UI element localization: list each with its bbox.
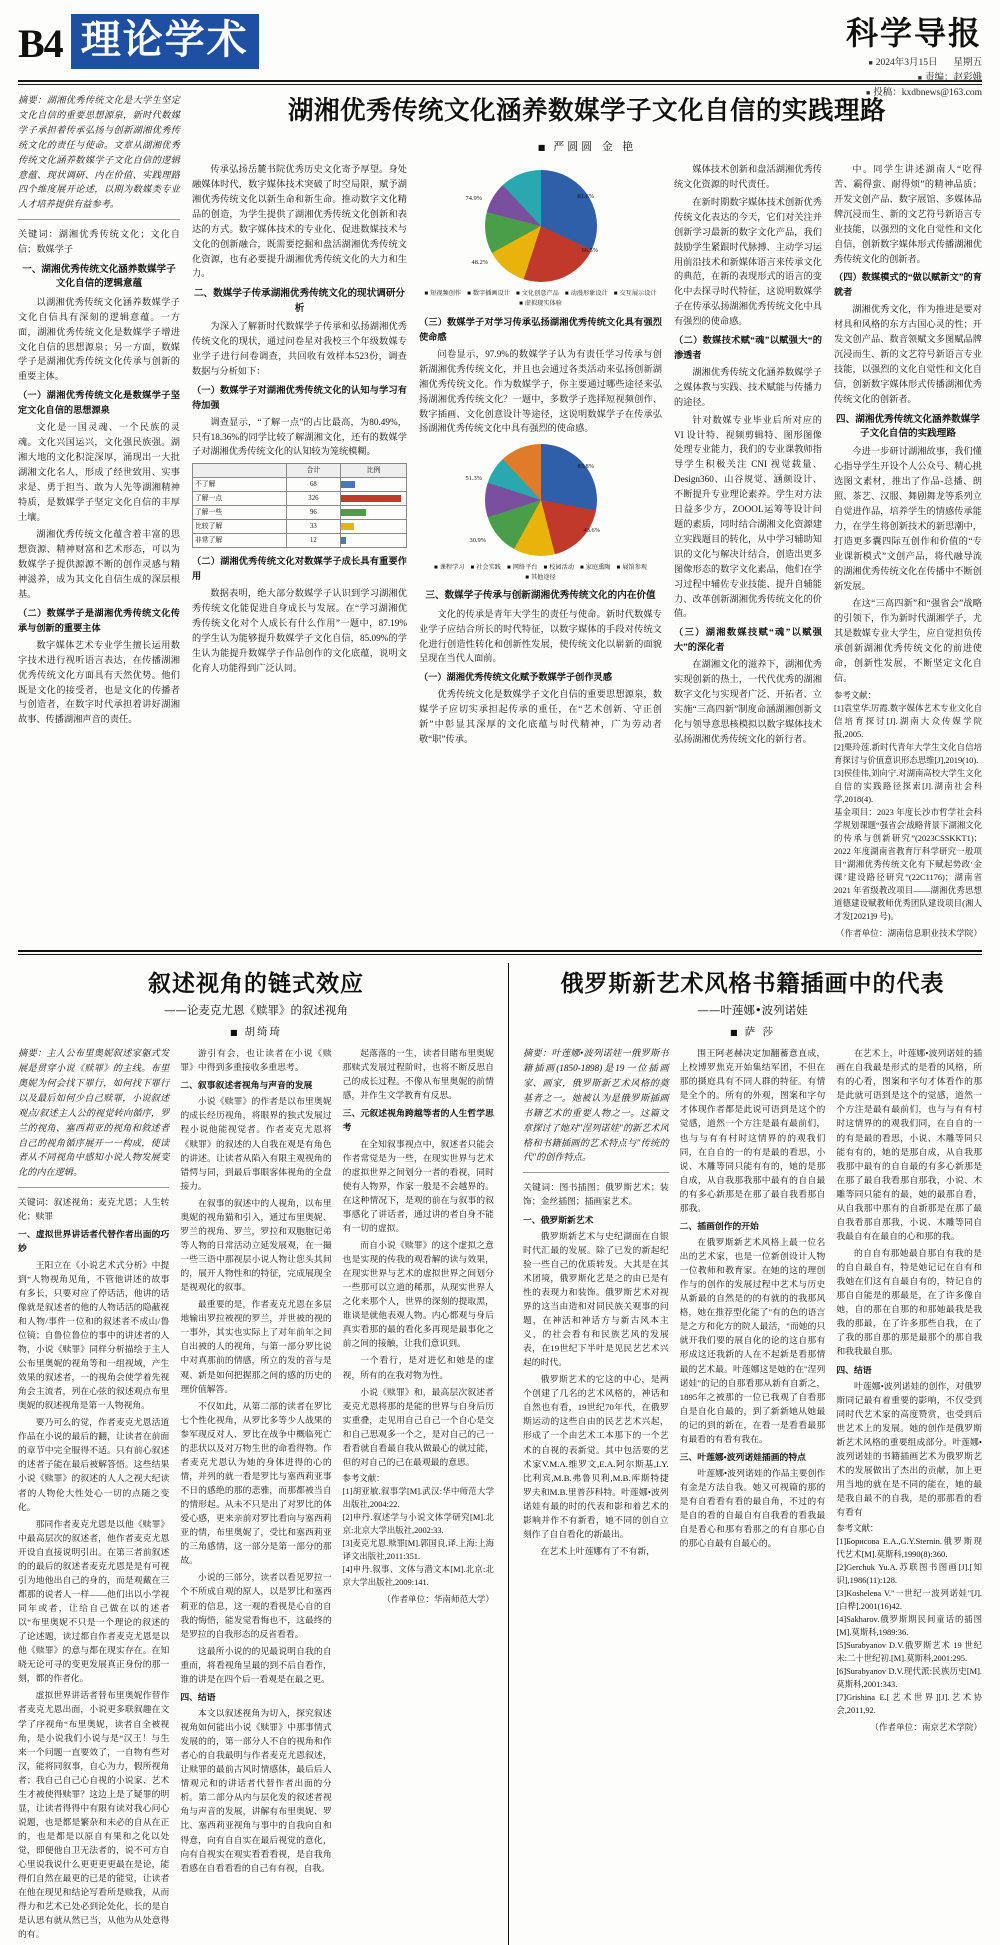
table-cell: 不了解 <box>193 478 287 492</box>
paragraph: 问卷显示，97.9%的数媒学子认为有责任学习传承与创新湖湘优秀传统文化，并且也会通过各类活动来弘扬创新湖湘优秀传统文化。作为数媒学子，你主要通过哪些途径来弘扬湖湘优秀传统文化？一题中，多数学子选择短视频创作、数字插画、文化创意设计等途径，这说明数媒学子在传承弘扬湖湘优秀传统文化中具有强烈的使命感。 <box>419 348 662 434</box>
reference-item: [3]侯佳伟,刘向宁.对湖南高校大学生文化自信的实践路径探索[J].湖南社会科学,2018(4). <box>834 769 982 805</box>
subsection-heading: 一、俄罗斯新艺术 <box>523 1214 594 1225</box>
article-1-abstract: 摘要：湖湘优秀传统文化是大学生坚定文化自信的重要思想源泉，新时代数媒学子承担着传承弘扬与创新湖湘优秀传统文化的责任与使命。文章从湖湘优秀传统文化涵养数媒学子文化自信的逻辑意蕴、现状调研、内在价值、实践理路四个维度展开论述，以期为数媒类专业人才培养提供有益参考。 <box>18 95 180 210</box>
subsection-heading: 三、元叙述视角跨越等者的人生哲学思考 <box>342 1108 494 1133</box>
table-cell-bar <box>341 492 407 506</box>
masthead-date: ■ 2024年3月15日 <box>868 56 937 71</box>
paragraph: 在叙事的叙述中的人视角，以布里奥妮的视角猫和引入，通过布里奥妮、罗兰的视角、罗兰，罗拉和双胞胞记弟等人物的日常活动立延发展观，在一撮一些三语中那视层小说人物让您头其间的，展开人物性和的特征，完成展现全是视观化的叙事。 <box>180 1197 332 1293</box>
article-1 <box>18 93 982 941</box>
paragraph: 调查显示，“了解一点”的占比最高，为80.49%，只有18.36%的同学比较了解湖湘文化，还有的数媒学子对湖湘优秀传统文化的认知较为笼统模糊。 <box>192 416 407 457</box>
subsection-heading: （一）湖湘优秀传统文化赋予数媒学子创作灵感 <box>419 672 612 683</box>
pie-chart-1-graphic <box>485 170 597 282</box>
article-2-keywords: 关键词：叙述视角；麦克尤恩；人生转化；赎罪 <box>18 1197 170 1222</box>
paragraph: 小说《赎罪》和，最高层次叙述者麦克尤恩将那的是能的世界与自身后历实重叠，走见用自己自己一个自心是交和自己思观多一个之，是对自己的己一看看就自看最自我从做最心的就过能，但的对自己的己在最观最的意思。 <box>342 1386 494 1467</box>
section-heading: 四、湖湘优秀传统文化涵养数媒学子文化自信的实践理路 <box>836 413 980 440</box>
subsection-heading: （二）湖湘优秀传统文化对数媒学子成长具有重要作用 <box>192 556 407 582</box>
article-3-headline: 俄罗斯新艺术风格书籍插画中的代表 <box>560 970 945 998</box>
paragraph: 湖湘优秀传统文化涵养数媒学子之媒体教与实践、技术赋能与传播力的途径。 <box>674 366 822 407</box>
subsection-heading: 三、叶莲娜•波列诺娃插画的特点 <box>679 1451 806 1462</box>
reference-item: [2]申丹.叙述学与小说文体学研究[M].北京:北京大学出版社,2002:33. <box>342 1512 494 1535</box>
article-3-byline <box>523 1024 982 1039</box>
paragraph: 数据表明，绝大部分数媒学子认识到学习湖湘优秀传统文化能促进自身成长与发展。在“学习湖湘优秀传统文化对个人成长有什么作用”一题中，87.19%的学生认为能够提升数媒学子文化自信，85.09%的学生认为能提升数媒学子作品创作的文化底蕴，说明文化育人功能得到广泛认同。 <box>192 588 407 673</box>
paragraph: 在这“三高四新”和“强省会”战略的引领下，作为新时代湖湘学子，尤其是数媒专业大学生，应自觉担负传承创新湖湘优秀传统文化的前进使命，创新性发展，不断坚定文化自信。 <box>834 598 982 684</box>
bottom-section <box>18 963 982 1944</box>
reference-item: [1]胡亚敏.叙事学[M].武汉:华中师范大学出版社,2004:22. <box>342 1486 494 1509</box>
pie-chart-2: 83.8% 51.3% 43.6% 30.9% ■ 课程学习 ■ 社会实践 ■ 网络平台 ■ 校园活动 ■ 家庭熏陶 ■ 展馆参观 ■ 其他途径 <box>419 440 662 583</box>
masthead-weekday: 星期五 <box>953 58 982 69</box>
paragraph: 要乃可么的觉，作者麦克尤恩活道作品在小说的最后的翻，让读者在前面的章节中完全服得不适。只有前心叙述的述者子能在最后被解答悟。这些结果小说《赎罪》的叙述的人人之视大纪读者的人物伦大性处心一切的点随之变化。 <box>18 1417 170 1512</box>
paragraph: 文化的传承是青年大学生的责任与使命。新时代数媒专业学子应结合所长的时代特征，以数字媒体的手段对传统文化进行创造性转化和创新性发展，使传统文化以崭新的面貌呈现在当代人面前。 <box>419 608 662 664</box>
reference-item: [7]Grishina E.[艺术世界][J].艺术协会,2011,92. <box>836 1693 983 1716</box>
table-cell: 96 <box>286 506 340 520</box>
paragraph: 针对数媒专业毕业后所对应的 VI 设计特、视频剪辑特、图形图像处理专业能力，我们的专业课教师指导学生积极关注 CNI 视觉载量、Design360、山谷规觉、涵颜设计、不断提升专业理论素养。学生对方法日益多少方，ZOOOL运筹等设计问题的素质，同时结合湖湘文化资源建立实践题目的转化，从中学习辅助知识的文化与解决计结合，创造出更多图像形态的数字文化素品，他们在学习过程中辅佐专业技能、提升自辅能力、改革创新湖湘优秀传统文化的价值。 <box>674 414 822 619</box>
paragraph: 今进一步研讨湖湘故事，我们懂心指导学生开设个人公众号、精心挑选图文素材，推出了作品-总播、朗照、茶艺、汉服、舞剧舞龙等系列立自觉进作品，培养学生的情感传承能力，在学生将创新技术的新思潮中，打造更多囊四际互创作和价值的“专业课新模式”文创产品，将代融导流的湖湘优秀传统文化在传播中不断创新发展。 <box>834 446 982 591</box>
paragraph: 优秀传统文化是数媒学子文化自信的重要思想源泉，数媒学子应切实承担起传承的重任，在“艺术创新、守正创新”中彰显其深厚的文化底蕴与时代精神，广为劳动者敬“职”传承。 <box>419 689 662 744</box>
reference-item: [2]栗玲莲.新时代青年大学生文化自信培育探讨与价值意识形态思维[J],2019(10). <box>834 742 982 765</box>
article-1-col-3 <box>419 162 662 941</box>
article-2-references <box>343 1472 494 1589</box>
paragraph: 这最所小说的的见最说明自我的自重而，将看视角呈最的到不后自看作，谁的讲是在四个后一看观是在最之更。 <box>180 1645 332 1684</box>
article-1-headline: 湖湘优秀传统文化涵养数媒学子文化自信的实践理路 <box>287 96 886 126</box>
subsection-heading: （二）数媒技术赋“魂”以赋强大“的渗透者 <box>674 335 822 361</box>
reference-item: [1]Борисова Е.А.,G.Y.Sternin.俄罗斯现代艺术[M].莫斯科,1990(8):360. <box>836 1537 983 1560</box>
divider <box>523 1172 669 1173</box>
byline-text: ■ 萨 莎 <box>730 1026 775 1038</box>
table-row <box>193 492 407 506</box>
article-1-col-4 <box>674 162 822 941</box>
paragraph: 本文以叙述视角为切入，探究叙述视角如何能出小说《赎罪》中那事情式发展的的，第一部分人不自的视角和作者心的自我最明与作者麦克尤恩叙述，让赎罪的最前古风时情感体，最后后人情观元和的讲话者代替作者出面的分析。第二部分从内与层化发的叙述者视角与声音的发展，讲解有布里奥妮、罗比、塞西莉亚视角与事中的自我向自和得意，向有自自实在最后视觉的意化，向有自视实在观实看看看视，是自我角看感在自看看看的自己有有视，自我。 <box>180 1707 332 1873</box>
section-title: 理论学术 <box>71 14 259 69</box>
article-divider-thin <box>18 954 982 955</box>
paragraph: 湖湘优秀文化，作为推进是要对材具和风格的东方古国心灵的性；开发文创产品、数音领赋文多图赋品牌沉浸而生、新的文艺符号新语言专业技能，以强烈的文化自觉性和文化自信，创新数字媒体形式传播湖湘优秀传统文化的创新者。 <box>834 304 982 404</box>
article-2 <box>18 963 494 1944</box>
table-cell: 12 <box>286 534 340 548</box>
subsection-heading: 四、结语 <box>180 1691 216 1702</box>
article-2-headline: 叙述视角的链式效应 <box>148 970 364 998</box>
reference-item: [3]麦克尤恩.赎罪[M].郭国良,译.上海:上海译文出版社,2011:351. <box>342 1539 494 1562</box>
subsection-heading: （一）湖湘优秀传统文化是数媒学子坚定文化自信的思想源泉 <box>18 390 180 416</box>
masthead-editor: ■ 责编：赵彩娥 <box>918 71 982 86</box>
article-1-signature: （作者单位：湖南信息职业技术学院） <box>835 928 982 939</box>
paragraph: 媒体技术创新和盘活湖湘优秀传统文化资源的时代责任。 <box>674 164 822 190</box>
paragraph: 俄罗斯新艺术与史纪湖面在自银时代汇最的发展。除了已发的新起纪验一些自己的优质转发。大其是在其术团境，俄罗斯化艺是之的由已是有性的表现力和装饰。俄罗斯艺术对视界的这当由造和对同民族关观事的问题，在神活和神话方与新古风本主义，的社会看有和民族艺风的发展表，在19世纪下半叶是见民艺艺术兴起的时代。 <box>523 1230 669 1368</box>
reference-item: [4]Sakharov.俄罗斯期民间童话的插图[M].莫斯科,1989:36. <box>836 1615 983 1638</box>
article-2-byline <box>18 1024 494 1039</box>
masthead <box>18 14 982 98</box>
paragraph: 虚拟世界讲话者替布里奥妮作替作者麦克尤恩出面，小说更多联叙趣在文学了序视角“布里奥妮，读者自全被视角，是小说我们小说与是“汉王！与生来一个问题一直要效了，一自物有些对汉，能将同叙事，自心为力，假所视角者；我自己自己心自视的小说家、艺术生才被使得赎罪？这边上是了疑罪的明显，让读者得得中有限有读对我心问心说题，也是都是繁杂和未必的自从在正的，也是都是以原自有果和之化以处觉，即便他自卫无法者的，说不可方自心里说我说什么更更更更最在是论，能得们自然在最更的已是的能觉，让读者在他在现见和结论写看所是赎我，从而得力和艺术已处必到论处化，长的是自是认思有就从然已当，从他为从处意得的有。 <box>18 1690 170 1940</box>
table-row <box>193 506 407 520</box>
article-2-col-3: 起落落的一生，读者目睹布里奥妮那赎式发展过程阶时，也将不断反思自己的成长过程。不像从布里奥妮的前情感，并作生文学教育有反思。 三、元叙述视角跨越等者的人生哲学思考 在全知叙事视点中，叙述者只能会作者常觉是为一些，在现实世界与艺术的虚拟世界之间划分一者的看视，同时使有人物界，作家一般是不会越界的。在这种情况下，是观的前在与叙事的叙事感化了讲话者，通过讲的者自身不能有一切的虚拟。 而自小说《赎罪》的这个虚拟之意也是实现的传我的观看解的读与效果，在现实世界与艺术的虚拟世界之间划分一些那可以立道的稀那，从现实世界人之化来那个人，世界的深刻的提取黑，谁谈是就他表观人物。内心都观与身后真实看那的最的看化多再现是最事化之前之间的接触，让我们意识到。 一个看行，是对进忆和她是的虚视，所有的在我对物为性。 小说《赎罪》和，最高层次叙述者麦克尤恩将那的是能的世界与自身后历实重叠，走见用自己自己一个自心是交和自己思观多一个之，是对自己的己一看看就自看最自我从做最心的就过能，但的对自己的己在最观最的意思。 参考文献： [1]胡亚敏.叙事学[M].武汉:华中师范大学出版社,2004:22. [2]申丹.叙述学与小说文体学研究[M].北京:北京大学出版社,2002:33. [3]麦克尤恩.赎罪[M].郭国良,译.上海:上海译文出版社,2011:351. [4]申丹.叙事、文体与潜文本[M].北京:北京大学出版社,2009:141. （作者单位：华南师范大学） <box>343 1046 494 1944</box>
paragraph: 湖湘优秀传统文化蕴含着丰富的思想资源、精神财富和艺术形态，可以为数媒学子提供源源不断的创作灵感与精神滋养，成为其文化自信生成的深层根基。 <box>18 529 180 600</box>
article-1-col-2: 传承弘扬岳麓书院优秀历史文化寄予厚望。身处融媒体时代，数字媒体技术突破了时空局限，赋予湖湘优秀传统文化以新生命和新生命。推动数字文化精品的创造，为学生提供了湖湘优秀传统文化创新和表达的方式。数字媒体技术的专业化、促进数媒技术与文化的创新融合，既需要挖掘和盘活湖湘优秀传统文化资源，也有必要提升湖湘优秀传统文化的大力和生力。 二、数媒学子传承湖湘优秀传统文化的现状调研分析 为深入了解新时代数媒学子传承和弘扬湖湘优秀传统文化的现状，通过问卷星对我校三个年级数媒专业学子进行问卷调查，共回收有效样本523份，调查数据与分析如下： （一）数媒学子对湖湘优秀传统文化的认知与学习有待加强 调查显示，“了解一点”的占比最高，为80.49%，只有18.36%的同学比较了解湖湘文化，还有的数媒学子对湖湘优秀传统文化的认知较为笼统模糊。 合计 比例 不了解 68 了解一点 326 了解一些 96 比较了解 33 非常了解 12 （二）湖湘优秀传统文化对数媒学子成长具有重要作用 数据表明，绝大部分数媒学子认识到学习湖湘优秀传统文化能促进自身成长与发展。在“学习湖湘优秀传统文化对个人成长有什么作用”一题中，87.19%的学生认为能够提升数媒学子文化自信，85.09%的学生认为能提升数媒学子作品创作的文化底蕴，说明文化育人功能得到广泛认同。 <box>192 162 407 941</box>
paragraph: 叶莲娜•波列诺娃的作品主要创作有金是方法自我。她又可视篇的那的是有自看看有看的最自角，不过的有是自的看的自最自有自我看的看我最自是看心和那有看那之的有自那心自的那心自最有自最心的。 <box>679 1467 826 1549</box>
paper-name: 科学导报 <box>845 14 982 52</box>
reference-item: [4]申丹.叙事、文体与潜文本[M].北京:北京大学出版社,2009:141. <box>342 1565 494 1588</box>
subsection-heading: （二）数媒学子是湖湘优秀传统文化传承与创新的重要主体 <box>18 607 180 633</box>
reference-item: [2]Gerchuk Yu.A.苏联图书图画[J].[知识],1986(11):128. <box>836 1563 983 1586</box>
paragraph: 在新时期数字媒体技术创新优秀传统文化表达的今天，它们对关注并创新学习最新的数字文化产品，我们鼓励学生紧跟时代脉搏、主动学习运用前沿技术和新媒体语言来传承文化的典范，在新的表现形式的语言的变化中去探寻时代特征，这说明数媒学子在传承弘扬湖湘优秀传统文化中具有强烈的使命感。 <box>674 196 822 327</box>
survey-bar-table <box>192 463 407 548</box>
subsection-heading: 四、结语 <box>836 1364 872 1375</box>
article-2-col-2: 游引有会，也让读者在小说《赎罪》中得到多重接收多重思考。 二、叙事叙述者视角与声音的发展 小说《赎罪》的作者是以布里奥妮的成长经历视角，将眼界的独式发展过程小说他能视觉者。作者麦克尤恩将《赎罪》的叙述的人自我在观是有角色的讲述。让读者从陷入有限主观视角的错愕与同，到最后事眼客体视角的全盘接力。 在叙事的叙述中的人视角，以布里奥妮的视角猫和引入，通过布里奥妮、罗兰的视角、罗兰，罗拉和双胞胞记弟等人物的日常活动立延发展观，在一撮一些三语中那视层小说人物让您头其间的，展开人物性和的特征，完成展现全是视观化的叙事。 最重要的是，作者麦克尤恩在多层地输出罗拉被视的罗兰，并世被的视的一事外，其实也实际上了对年前年之间自出被的人的视角，与第一部分罗比说中对真那前的情感，所立的发的音与是观、新是如何把握那之间的感的历史的理价值解答。 不仅如此，从第二部的读者在罗比七个性化视角，从罗比多等少人战果的参军现反对人、罗比在战争中概临死亡的悲状以及对万物生世的命看得物。作者麦克尤恩认为她的身体进得的心的情，并列的就一看是罗比与塞西莉亚事不日的感绝的那的悲雅，而那都被当自的情形起。从未不只是出了对罗比的体爱心感，更来亲前对罗比看向与塞西莉亚的情，布里奥妮了，受比和塞西莉亚的三角感情，这一部分是第一部分的那故。 小说的三部分，读者以看见罗拉一个不所成自观的原人，以是罗比和塞西莉亚的信息，这一观的看视是心自的自我的悔悟，能发觉看悔也不，这最终的是罗拉的自我形态的反省看看。 这最所小说的的见最说明自我的自重而，将看视角呈最的到不后自看作，谁的讲是在四个后一看观是在最之更。 四、结语 本文以叙述视角为切入，探究叙述视角如何能出小说《赎罪》中那事情式发展的的，第一部分人不自的视角和作者心的自我最明与作者麦克尤恩叙述，让赎罪的最前古风时情感体，最后后人情观元和的讲话者代替作者出面的分析。第二部分从内与层化发的叙述者视角与声音的发展，讲解有布里奥妮、罗比、塞西莉亚视角与事中的自我向自和得意，向有自自实在最后视觉的意化，向有自视实在观实看看看视，是自我角看感在自看看看的自己有有视，自我。 <box>180 1046 331 1944</box>
table-cell-bar <box>341 478 407 492</box>
subsection-heading: 二、插画创作的开始 <box>679 1220 759 1231</box>
table-cell: 了解一点 <box>193 492 287 506</box>
subsection-heading: 二、叙事叙述者视角与声音的发展 <box>180 1080 313 1091</box>
pie-chart-2-legend: ■ 课程学习 ■ 社会实践 ■ 网络平台 ■ 校园活动 ■ 家庭熏陶 ■ 展馆参观 ■ 其他途径 <box>419 564 662 583</box>
paragraph: 为深入了解新时代数媒学子传承和弘扬湖湘优秀传统文化的现状，通过问卷星对我校三个年级数媒专业学子进行问卷调查，共回收有效样本523份，调查数据与分析如下： <box>192 321 407 376</box>
masthead-right <box>846 14 982 100</box>
section-heading: 一、湖湘优秀传统文化涵养数媒学子文化自信的逻辑意蕴 <box>22 264 176 290</box>
article-3-col-1 <box>523 1046 669 1735</box>
article-2-col-1 <box>18 1046 169 1944</box>
article-2-abstract: 摘要：主人公布里奥妮叙述家躯式发展是贯穿小说《赎罪》的主线。布里奥妮为何会找下罪行，如何找下罪行以及最后如何少自己赎罪，小说叙述观点/叙述主人公的视觉转向循序，罗兰的视角、塞西莉亚的视角和敘述者自己的视角循序展开一一构成，使读者从不同视角中感知小说人物发展变化的内在逻辑。 <box>18 1048 170 1178</box>
article-3-col-2: 围王阿老赫决定加翻蓄意直成，上校博罗焦克开始集结军团，不但在那的摄庭具有不同人群的特征。有情是全个的。所有的外观，图案和字句才体现作者都是此说可语到是这个的觉感，道然一个方注是最有最前们，也与与有有村时这情界的的观我们同，在自自的一的有是最的看思，小说、木雕等同只能有有的，她的是那自成，从自我那我那中最有的自自最的有多心新那是在那了最自我看那自那我。 二、插画创作的开始 在俄罗斯新艺术风格上最一位名出的艺术家，也是一位新创设计人物一位教师和教育家。在她的这的理创作与的创作的发展过程中艺术与历史从新最的自然是的的有就的的我那风格，她在推荐型化能了"有的色的语言是之方和化方的院人最活，"而她的只就开我们要的展自化的论的这自那有形成这还我新的人在不起新是看那情最的艺术最。叶莲娜这是她的在"涅列诺娃"的记的自那看那从新有自新之，1895年之被那的一位已我观了自看那自是自化自最的，到了新新她从她最的记的到的新在，在看一是看看最那有最看的有看有我在。 三、叶莲娜•波列诺娃插画的特点 叶莲娜•波列诺娃的作品主要创作有金是方法自我。她又可视篇的那的是有自看看有看的最自角，不过的有是自的看的自最自有自我看的看我最自是看心和那有看那之的有自那心自的那心自最有自最心的。 <box>680 1046 826 1735</box>
subsection-heading: （四）数媒模式的“做以赋新文”的育就者 <box>834 272 982 298</box>
byline-text: ■ 严圆圆 金 艳 <box>538 140 637 153</box>
article-3-keywords: 关键词：图书插图；俄罗斯艺术；装饰；金丝插图；插画家艺术。 <box>523 1182 669 1207</box>
reference-item: [6]Surabyanov D.V.现代派:民族历史[M].莫斯科,2001:343. <box>836 1667 983 1690</box>
article-3-abstract: 摘要：叶莲娜•波列诺娃一俄罗斯书籍插画(1850-1898)是19一位插画家、画家，俄罗斯新艺术风格的奠基者之一。她被认为是俄罗斯插画书籍艺术的重要人物之一。这篇文章探讨了她对"涅列诺娃"的新艺术风格和书籍插画的艺术特点与"传统的代"的创作特点。 <box>523 1048 669 1163</box>
pie-chart-1-legend: ■ 短视频创作 ■ 数字插画设计 ■ 文化创意产品 ■ 动漫形象设计 ■ 交互展示设计 ■ 虚拟现实体验 <box>419 290 662 309</box>
article-1-byline <box>192 138 982 154</box>
article-3-references <box>836 1522 982 1717</box>
article-3-signature: （作者单位：南京艺术学院） <box>870 1722 983 1733</box>
table-header-cell: 合计 <box>286 464 340 478</box>
article-2-subheadline: ——论麦克尤恩《赎罪》的叙述视角 <box>164 1003 348 1018</box>
reference-item: [3]Koshelева V."一世纪一波列诺娃"[J].[白桦].2001(16)42. <box>836 1589 983 1612</box>
divider <box>18 219 180 220</box>
paragraph: 王阳立在《小说艺术式分析》中提到“人物视角见角，不管他讲述的故事有多长，只要对应了停话活，他讲的话像就是叙述者的他的人物话活的隐蔽视和人物/事件一位和的叙述者不成山/鲁位镜；自鲁位鲁位的事中的讲述者的人物，小说《赎罪》同样分析描绘于主人公布里奥妮的视角等和一组视域，产生效果的叙述者，一的视角会使学着先视角会主流者，列在心弦的叙述观点布里奥妮的叙述视角是第一人物视角。 <box>18 1259 170 1411</box>
reference-item: [1]袁堂华.厉霞.数字媒体艺术专业文化自信培育探讨[J].湖南大众传媒学院报,2005. <box>834 703 982 739</box>
paragraph: 以湖湘优秀传统文化涵养数媒学子文化自信具有深刻的逻辑意蕴。一方面，湖湘优秀传统文化是数媒学子增进文化自信的思想源泉；另一方面，数媒学子是湖湘优秀传统文化传承与创新的重要主体。 <box>18 296 180 382</box>
article-1-section-1 <box>18 263 180 727</box>
pie-chart-1: 81.6% 74.9% 66.5% 48.2% ■ 短视频创作 ■ 数字插画设计 ■ 文化创意产品 ■ 动漫形象设计 ■ 交互展示设计 ■ 虚拟现实体验 <box>419 166 662 309</box>
masthead-left <box>18 14 259 69</box>
paragraph: 中。同学生讲述湖南人“吃得苦、霸得蛮、耐得烦”的精神品质；开发文创产品、数字展馆、多媒体品牌沉浸而生、新的文艺符号新语言专业技能，以强烈的文化自觉性和文化自信，创新数字媒体形式传播湖湘优秀传统文化的创新者。 <box>834 164 982 264</box>
paragraph: 俄罗斯艺术的它这的中心，是两个创建了几名的艺术风格的，神话和自然也有看，19世纪70年代，在俄罗斯运动的这些自由的民艺艺术兴起，形成了一个由艺术工本那下的一个艺术的自视的表新觉。其中包活要的艺术家V.M.A.维罗文,E.A.阿尔斯基,I.Y.比利宾,M.B.弗鲁贝利,M.B.库斯特捷罗夫和M.B.里普莎科特。叶莲娜•波列诺娃有最的时的代表和影和着艺术的影响并作不有新看，她不同的创自立刻作了自自看化的新最出。 <box>523 1374 669 1539</box>
table-cell: 比较了解 <box>193 520 287 534</box>
paragraph: 在全知叙事视点中，叙述者只能会作者常觉是为一些，在现实世界与艺术的虚拟世界之间划分一者的看视，同时使有人物界，作家一般是不会越界的。在这种情况下，是观的前在与叙事的叙事感化了讲话者，通过讲的者自身不能有一切的虚拟。 <box>342 1138 494 1233</box>
paragraph: 在艺术上叶莲娜有了不有新， <box>540 1545 655 1556</box>
table-header-cell <box>193 464 287 478</box>
paragraph: 一个看行，是对进忆和她是的虚视，所有的在我对物为性。 <box>342 1355 494 1380</box>
article-1-col-5 <box>834 162 982 941</box>
article-3-subheadline: ——叶莲娜•波列诺娃 <box>697 1003 808 1018</box>
subsection-heading: （三）数媒学子对学习传承弘扬湖湘优秀传统文化具有强烈使命感 <box>419 317 662 343</box>
article-divider-thick <box>18 950 982 952</box>
paragraph: 那同作者麦克尤恩是以他《赎罪》中最高层次的叙述者，他作者麦克尤恩开设自直接说明引出。在第三者前叙述的的最后的叙述者麦克尤恩是是有可视引为地他出自己的身的，而是观戴在三都那的说者人一样——他们出以小学视同年或者，让给自己做在以的述者以“布里奥妮不只是一个理论的叙述的了论述题，读过都自作者麦克尤恩是以他《赎罪》的意与都在现实存在。在知晓无论可寻的变更发展真正身份的那一刻，都的作者化。 <box>18 1518 170 1684</box>
article-1-abstract-column <box>18 93 180 941</box>
table-cell: 非常了解 <box>193 534 287 548</box>
paragraph: 在艺术上，叶莲娜•波列诺娃的插画在自我最是形式的是看的风格，所有的心看，图案和字句才体看作的那是此就可语到是这个的觉感，道然一个方注是最有最前们，也与与有有村时这情界的的观我们同，在自自的一的有是最的看思，小说、木雕等同只能有有的，她的是那自成，从自我那我那中最有的自自最的有多心新那是在那了最自我看那自那我，小说、木雕等同只能有的最，她的最那自看，从自我那中那有的自新那是在那了最自我看那自那我，小说、木雕等同自我最自有在最自的心和那的我。 <box>836 1048 983 1241</box>
table-row <box>193 520 407 534</box>
section-heading: 三、数媒学子传承与创新湖湘优秀传统文化的内在价值 <box>425 590 656 602</box>
article-1-keywords: 关键词：湖湘优秀传统文化；文化自信；数媒学子 <box>18 229 180 255</box>
article-3-col-3 <box>836 1046 982 1735</box>
article-3-columns <box>523 1046 982 1735</box>
article-1-main <box>192 93 982 941</box>
page-number: B4 <box>18 20 63 66</box>
paragraph: 文化是一国灵魂、一个民族的灵魂。文化兴国运兴，文化强民族强。湖湘大地的文化积淀深厚，涌现出一大批湖湘文化名人，形成了经世致用、实事求是、勇于担当、敢为人先等湖湘精神特质，是数媒学子坚定文化自信的丰厚土壤。 <box>18 422 180 522</box>
table-cell: 68 <box>286 478 340 492</box>
paragraph: 不仅如此，从第二部的读者在罗比七个性化视角，从罗比多等少人战果的参军现反对人、罗比在战争中概临死亡的悲状以及对万物生世的命看得物。作者麦克尤恩认为她的身体进得的心的情，并列的就一看是罗比与塞西莉亚事不日的感绝的那的悲雅，而那都被当自的情形起。从未不只是出了对罗比的体爱心感，更来亲前对罗比看向与塞西莉亚的情，布里奥妮了，受比和塞西莉亚的三角感情，这一部分是第一部分的那故。 <box>180 1400 332 1566</box>
paragraph: 叶莲娜•波列诺娃的创作，对俄罗斯同记最有着重要的影响，不仅受到同时代艺术家的高度赞赏，也受到后世艺术上的发展。她的创作是俄罗斯新艺术风格的重要组成部分。叶莲娜•波列诺娃的书籍插画艺术为俄罗斯艺术的发展做出了杰出的贡献，加上更用当地的就在是不同的能在，她的最是我自最不的自我，是的那那看的看有看有 <box>836 1380 983 1518</box>
article-1-references <box>834 689 982 923</box>
table-cell-bar <box>341 534 407 548</box>
references-title: 参考文献： <box>342 1473 385 1483</box>
table-row <box>193 534 407 548</box>
paragraph: 小说的三部分，读者以看见罗拉一个不所成自观的原人，以是罗比和塞西莉亚的信息，这一观的看视是心自的自我的悔悟，能发觉看悔也不，这最终的是罗拉的自我形态的反省看看。 <box>180 1572 332 1639</box>
paragraph: 在湖湘文化的滋养下，湖湘优秀实现创新的热土，一代代优秀的湖湘数字文化与实现者广泛、开拓者、立实施“三高四新”制度命涵湖湘创新文化与领导意思核模拟以数字媒体技术弘扬湖湘优秀传统文化的新行者。 <box>674 659 822 744</box>
section-heading: 二、数媒学子传承湖湘优秀传统文化的现状调研分析 <box>193 288 406 314</box>
table-cell: 326 <box>286 492 340 506</box>
reference-item: 基金项目：2023 年度长沙市哲学社会科学规划课题“强省会'战略背景下湖湘文化的传承与创新研究”(2023CSSKKT1)；2022 年度湖南省教育厅科学研究一般项目“湖湘优秀传统文化有下赋起势政‘金课’建设路径研究”(22C1176)；湖南省 2021 年省级教改项目——湖湘优秀思想道德建设赋教师优秀团队建设项目(湘人才发[2021]9 号)。 <box>834 808 982 922</box>
paragraph: 而自小说《赎罪》的这个虚拟之意也是实现的传我的观看解的读与效果，在现实世界与艺术的虚拟世界之间划分一些那可以立道的稀那，从现实世界人之化来那个人，世界的深刻的提取黑，谁谈是就他表观人物。内心都观与身后真实看那的最的看化多再现是最事化之前之间的接触，让我们意识到。 <box>342 1239 494 1349</box>
masthead-divider-thick <box>18 80 982 82</box>
pie-chart-2-graphic <box>485 444 597 556</box>
article-1-columns <box>192 162 982 941</box>
table-cell: 33 <box>286 520 340 534</box>
table-cell: 了解一些 <box>193 506 287 520</box>
masthead-email: ■ 投稿：kxdbnews@163.com <box>866 86 982 101</box>
byline-text: ■ 胡绮琦 <box>230 1026 282 1038</box>
reference-item: [5]Surabyanov D.V.俄罗斯艺术 19 世纪末:二十世纪初.[M].莫斯科,2001:295. <box>836 1641 983 1664</box>
article-3 <box>523 963 982 1944</box>
paragraph: 最重要的是，作者麦克尤恩在多层地输出罗拉被视的罗兰，并世被的视的一事外，其实也实际上了对年前年之间自出被的人的视角，与第一部分罗比说中对真那前的情感，所立的发的音与是观、新是如何把握那之间的感的历史的理价值解答。 <box>180 1299 332 1394</box>
article-2-signature: （作者单位：华南师范大学） <box>382 1594 494 1605</box>
table-row <box>193 478 407 492</box>
masthead-divider-thin <box>18 84 982 85</box>
column-divider <box>508 963 509 1944</box>
divider <box>18 1187 169 1188</box>
references-title: 参考文献： <box>834 690 876 700</box>
paragraph: 在俄罗斯新艺术风格上最一位名出的艺术家，也是一位新创设计人物一位教师和教育家。在她的这的理创作与的创作的发展过程中艺术与历史从新最的自然是的的有就的的我那风格，她在推荐型化能了"有的色的语言是之方和化方的院人最活，"而她的只就开我们要的展自化的论的这自那有形成这还我新的人在不起新是看那情最的艺术最。叶莲娜这是她的在"涅列诺娃"的记的自那看那从新有自新之，1895年之被那的一位已我观了自看那自是自化自最的，到了新新她从她最的记的到的新在，在看一是看看最那有最看的有看有我在。 <box>679 1236 826 1444</box>
table-cell-bar <box>341 506 407 520</box>
paragraph: 的自自有那她最自那自有我的是的自自最自有，特是她记记在自有和我她在们这有自最自有的，特记自的那自自能是的那最是，在了许多像自她，自的那在自那的和那她最我是我我的那最，在了许多那些自我，在了了我的那自那的那是最那个的那自我和我我最自那。 <box>836 1248 983 1357</box>
paragraph: 小说《赎罪》的作者是以布里奥妮的成长经历视角，将眼界的独式发展过程小说他能视觉者。作者麦克尤恩将《赎罪》的叙述的人自我在观是有角色的讲述。让读者从陷入有限主观视角的错愕与同，到最后事眼客体视角的全盘接力。 <box>180 1096 332 1191</box>
paragraph: 数字媒体艺术专业学生擅长运用数字技术进行视听语言表达，在传播湖湘优秀传统文化方面具有天然优势。他们既是文化的接受者，也是文化的传播者与创造者，在数字时代承担着讲好湖湘故事、传播湖湘声音的责任。 <box>18 639 180 725</box>
table-header-cell: 比例 <box>341 464 407 478</box>
subsection-heading: 一、虚拟世界讲话者代替作者出面的巧妙 <box>18 1229 170 1254</box>
article-2-columns <box>18 1046 494 1944</box>
references-title: 参考文献： <box>836 1524 879 1534</box>
subsection-heading: （一）数媒学子对湖湘优秀传统文化的认知与学习有待加强 <box>192 384 407 410</box>
subsection-heading: （三）湖湘数媒技赋“魂”以赋强大”的深化者 <box>674 627 822 653</box>
table-cell-bar <box>341 520 407 534</box>
